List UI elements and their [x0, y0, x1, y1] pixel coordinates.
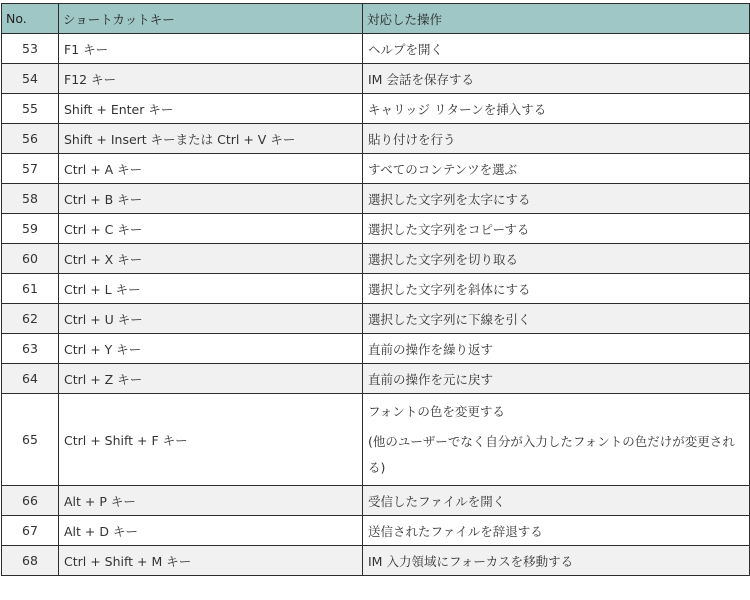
- header-shortcut-key: ショートカットキー: [59, 4, 363, 34]
- table-row: [2, 154, 750, 184]
- header-no: No.: [2, 4, 59, 34]
- row-shortcut-key: Ctrl + L キー: [59, 274, 363, 304]
- row-number: 64: [2, 364, 59, 394]
- row-shortcut-key: Ctrl + Shift + F キー: [59, 394, 363, 486]
- table-row: [2, 546, 750, 576]
- row-action: ヘルプを開く: [363, 34, 750, 64]
- row-shortcut-key: Shift + Enter キー: [59, 94, 363, 124]
- row-action: 直前の操作を元に戻す: [363, 364, 750, 394]
- row-action: IM 会話を保存する: [363, 64, 750, 94]
- row-shortcut-key: Ctrl + Shift + M キー: [59, 546, 363, 576]
- row-action: 送信されたファイルを辞退する: [363, 516, 750, 546]
- row-number: 62: [2, 304, 59, 334]
- table-row: [2, 364, 750, 394]
- row-number: 60: [2, 244, 59, 274]
- row-shortcut-key: Ctrl + Y キー: [59, 334, 363, 364]
- row-action: 選択した文字列に下線を引く: [363, 304, 750, 334]
- row-action: [363, 394, 750, 486]
- row-action-note: (他のユーザーでなく自分が入力したフォントの色だけが変更される): [368, 433, 735, 475]
- row-shortcut-key: Alt + D キー: [59, 516, 363, 546]
- table-row: [2, 304, 750, 334]
- row-action: IM 入力領域にフォーカスを移動する: [363, 546, 750, 576]
- row-shortcut-key: F1 キー: [59, 34, 363, 64]
- header-action: 対応した操作: [363, 4, 750, 34]
- row-action: すべてのコンテンツを選ぶ: [363, 154, 750, 184]
- row-action: 直前の操作を繰り返す: [363, 334, 750, 364]
- table-row: [2, 486, 750, 516]
- table-row: [2, 34, 750, 64]
- table-row: [2, 394, 750, 486]
- table-row: [2, 64, 750, 94]
- row-number: 57: [2, 154, 59, 184]
- row-shortcut-key: Ctrl + U キー: [59, 304, 363, 334]
- row-shortcut-key: Alt + P キー: [59, 486, 363, 516]
- row-number: 54: [2, 64, 59, 94]
- row-number: 56: [2, 124, 59, 154]
- row-number: 67: [2, 516, 59, 546]
- row-shortcut-key: Ctrl + A キー: [59, 154, 363, 184]
- row-number: 63: [2, 334, 59, 364]
- row-action: 選択した文字列を斜体にする: [363, 274, 750, 304]
- row-shortcut-key: Ctrl + C キー: [59, 214, 363, 244]
- row-number: 53: [2, 34, 59, 64]
- table-row: [2, 334, 750, 364]
- row-action: 貼り付けを行う: [363, 124, 750, 154]
- row-shortcut-key: F12 キー: [59, 64, 363, 94]
- row-number: 68: [2, 546, 59, 576]
- row-shortcut-key: Ctrl + B キー: [59, 184, 363, 214]
- table-row: [2, 124, 750, 154]
- row-number: 65: [2, 394, 59, 486]
- table-row: [2, 274, 750, 304]
- row-action: 選択した文字列を切り取る: [363, 244, 750, 274]
- row-number: 61: [2, 274, 59, 304]
- row-action: 選択した文字列を太字にする: [363, 184, 750, 214]
- row-shortcut-key: Ctrl + X キー: [59, 244, 363, 274]
- row-number: 55: [2, 94, 59, 124]
- table-row: [2, 214, 750, 244]
- table-row: [2, 184, 750, 214]
- table-row: [2, 516, 750, 546]
- table-header-row: [2, 4, 750, 34]
- row-number: 59: [2, 214, 59, 244]
- row-number: 66: [2, 486, 59, 516]
- shortcut-table: [1, 3, 750, 576]
- row-shortcut-key: Ctrl + Z キー: [59, 364, 363, 394]
- row-action: キャリッジ リターンを挿入する: [363, 94, 750, 124]
- row-number: 58: [2, 184, 59, 214]
- table-row: [2, 244, 750, 274]
- row-shortcut-key: Shift + Insert キーまたは Ctrl + V キー: [59, 124, 363, 154]
- row-action-main: フォントの色を変更する: [368, 403, 505, 419]
- row-action: 受信したファイルを開く: [363, 486, 750, 516]
- row-action: 選択した文字列をコピーする: [363, 214, 750, 244]
- shortcut-table-container: [1, 3, 749, 576]
- table-row: [2, 94, 750, 124]
